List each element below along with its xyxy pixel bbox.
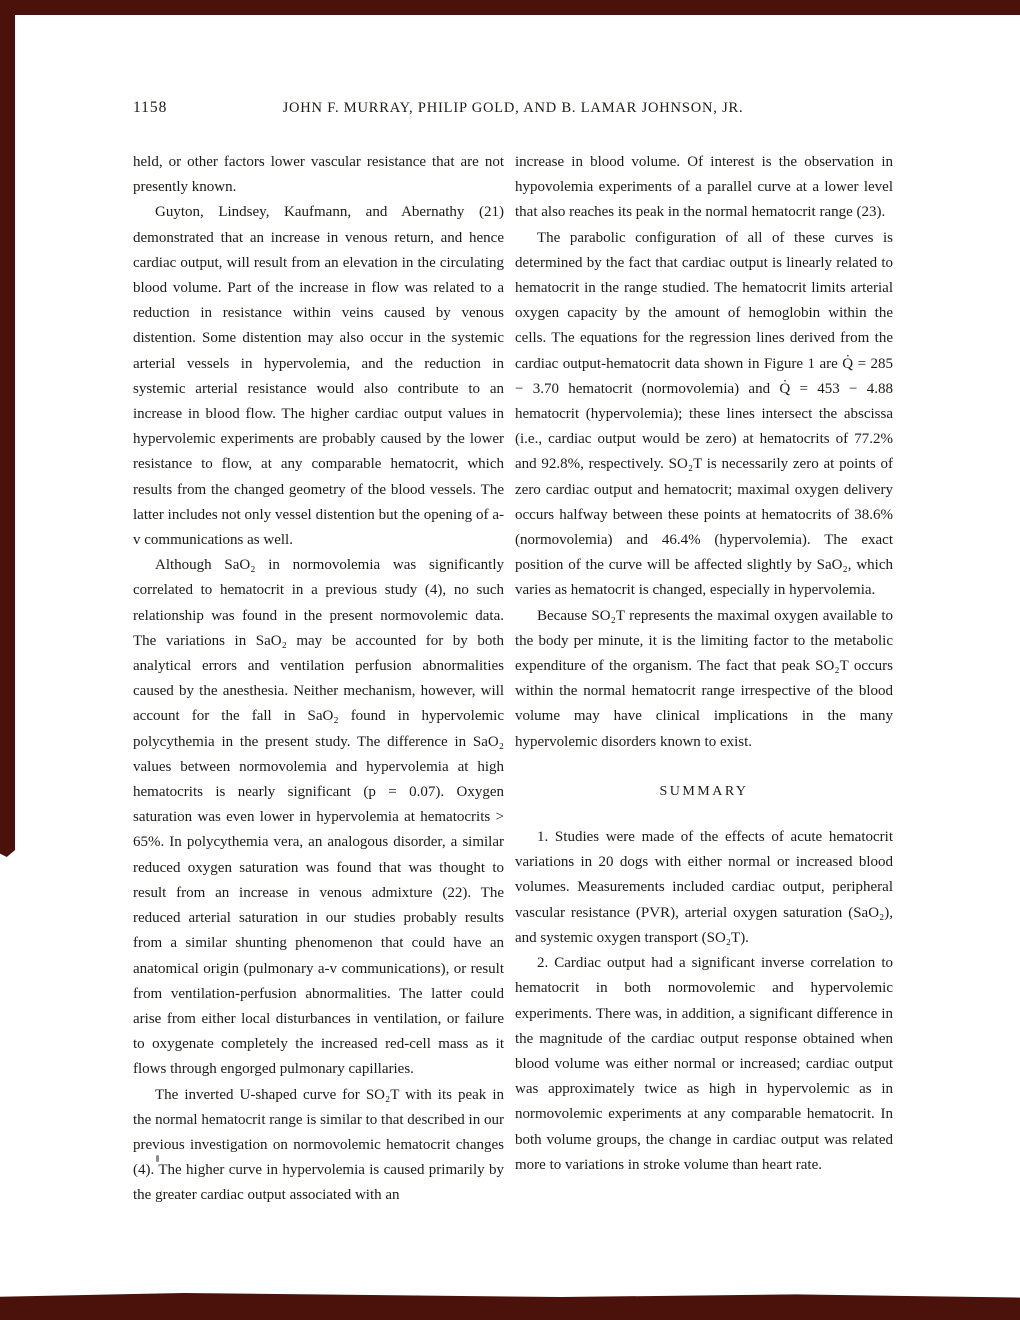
scan-edge-top: [0, 0, 1020, 15]
paragraph: Guyton, Lindsey, Kaufmann, and Abernathy (21) demonstrated that an increase in venous return, and hence cardiac output, will result from an elevation in the circulating blood volume. Part of the increase in flow was related to a reduction in resistance within veins caused by venous distention. Some distention may also occur in the systemic arterial vessels in hypervolemia, and the reduction in systemic arterial resistance would also contribute to an increase in blood flow. The higher cardiac output values in hypervolemic experiments are probably caused by the lower resistance to flow, at any comparable hematocrit, which results from the changed geometry of the blood vessels. The latter includes not only vessel distention but the opening of a-v communications as well.: [133, 204, 504, 549]
section-heading: SUMMARY: [659, 783, 749, 799]
page-content: [133, 99, 893, 1209]
paragraph: increase in blood volume. Of interest is the observation in hypovolemia experiments of a parallel curve at a lower level that also reaches its peak in the normal hematocrit range (23).: [515, 154, 893, 221]
paragraph: 2. Cardiac output had a significant inverse correlation to hematocrit in both normovolemic and hypervolemic experiments. There was, in addition, a significant difference in the magnitude of the cardiac output response obtained when blood volume was either normal or increased; cardiac output was approximately twice as high in hypervolemic as in normovolemic experiments at any comparable hematocrit. In both volume groups, the change in cardiac output was related more to variations in stroke volume than heart rate.: [515, 955, 893, 1173]
page-header: [133, 99, 893, 120]
running-head: JOHN F. MURRAY, PHILIP GOLD, AND B. LAMAR JOHNSON, JR.: [282, 100, 744, 116]
scan-edge-left: [0, 0, 15, 857]
two-column-body: [133, 150, 893, 1209]
left-column: [133, 150, 504, 1209]
paragraph: held, or other factors lower vascular resistance that are not presently known.: [133, 154, 504, 196]
paragraph: 1. Studies were made of the effects of acute hematocrit variations in 20 dogs with either normal or increased blood volumes. Measurements included cardiac output, peripheral vascular resistance (PVR), arterial oxygen saturation (SaO₂), and systemic oxygen transport (SO₂T).: [515, 829, 893, 946]
right-column: [515, 150, 893, 1209]
scan-edge-bottom: [0, 1293, 1020, 1320]
paragraph: Although SaO₂ in normovolemia was significantly correlated to hematocrit in a previous study (4), no such relationship was found in the present normovolemic data. The variations in SaO₂ may be accounted for by both analytical errors and ventilation perfusion abnormalities caused by the anesthesia. Neither mechanism, however, will account for the fall in SaO₂ found in hypervolemic polycythemia in the present study. The difference in SaO₂ values between normovolemia and hypervolemia at high hematocrits is nearly significant (p = 0.07). Oxygen saturation was even lower in hypervolemia at hematocrits > 65%. In polycythemia vera, an analogous disorder, a similar reduced oxygen saturation was found that was thought to result from an increase in venous admixture (22). The reduced arterial saturation in our studies probably results from a similar shunting phenomenon that could have an anatomical origin (pulmonary a-v communications), or result from ventilation-perfusion abnormalities. The latter could arise from either local disturbances in ventilation, or failure to oxygenate completely the increased red-cell mass as it flows through engorged pulmonary capillaries.: [133, 557, 504, 1078]
paragraph: The parabolic configuration of all of these curves is determined by the fact that cardiac output is linearly related to hematocrit in the range studied. The hematocrit limits arterial oxygen capacity by the amount of hemoglobin within the cells. The equations for the regression lines derived from the cardiac output-hematocrit data shown in Figure 1 are Q̇ = 285 − 3.70 hematocrit (normovolemia) and Q̇ = 453 − 4.88 hematocrit (hypervolemia); these lines intersect the abscissa (i.e., cardiac output would be zero) at hematocrits of 77.2% and 92.8%, respectively. SO₂T is necessarily zero at points of zero cardiac output and hematocrit; maximal oxygen delivery occurs halfway between these points at hematocrits of 38.6% (normovolemia) and 46.4% (hypervolemia). The exact position of the curve will be affected slightly by SaO₂, which varies as hematocrit is changed, especially in hypervolemia.: [515, 229, 893, 599]
page-number: 1158: [133, 99, 168, 116]
paragraph: Because SO₂T represents the maximal oxygen available to the body per minute, it is the limiting factor to the metabolic expenditure of the organism. The fact that peak SO₂T occurs within the normal hematocrit range irrespective of the blood volume may have clinical implications in the many hypervolemic disorders known to exist.: [515, 607, 893, 750]
paragraph: The inverted U-shaped curve for SO₂T with its peak in the normal hematocrit range is similar to that described in our previous investigation on normovolemic hematocrit changes (4). The higher curve in hypervolemia is caused primarily by the greater cardiac output associated with an: [133, 1086, 504, 1204]
